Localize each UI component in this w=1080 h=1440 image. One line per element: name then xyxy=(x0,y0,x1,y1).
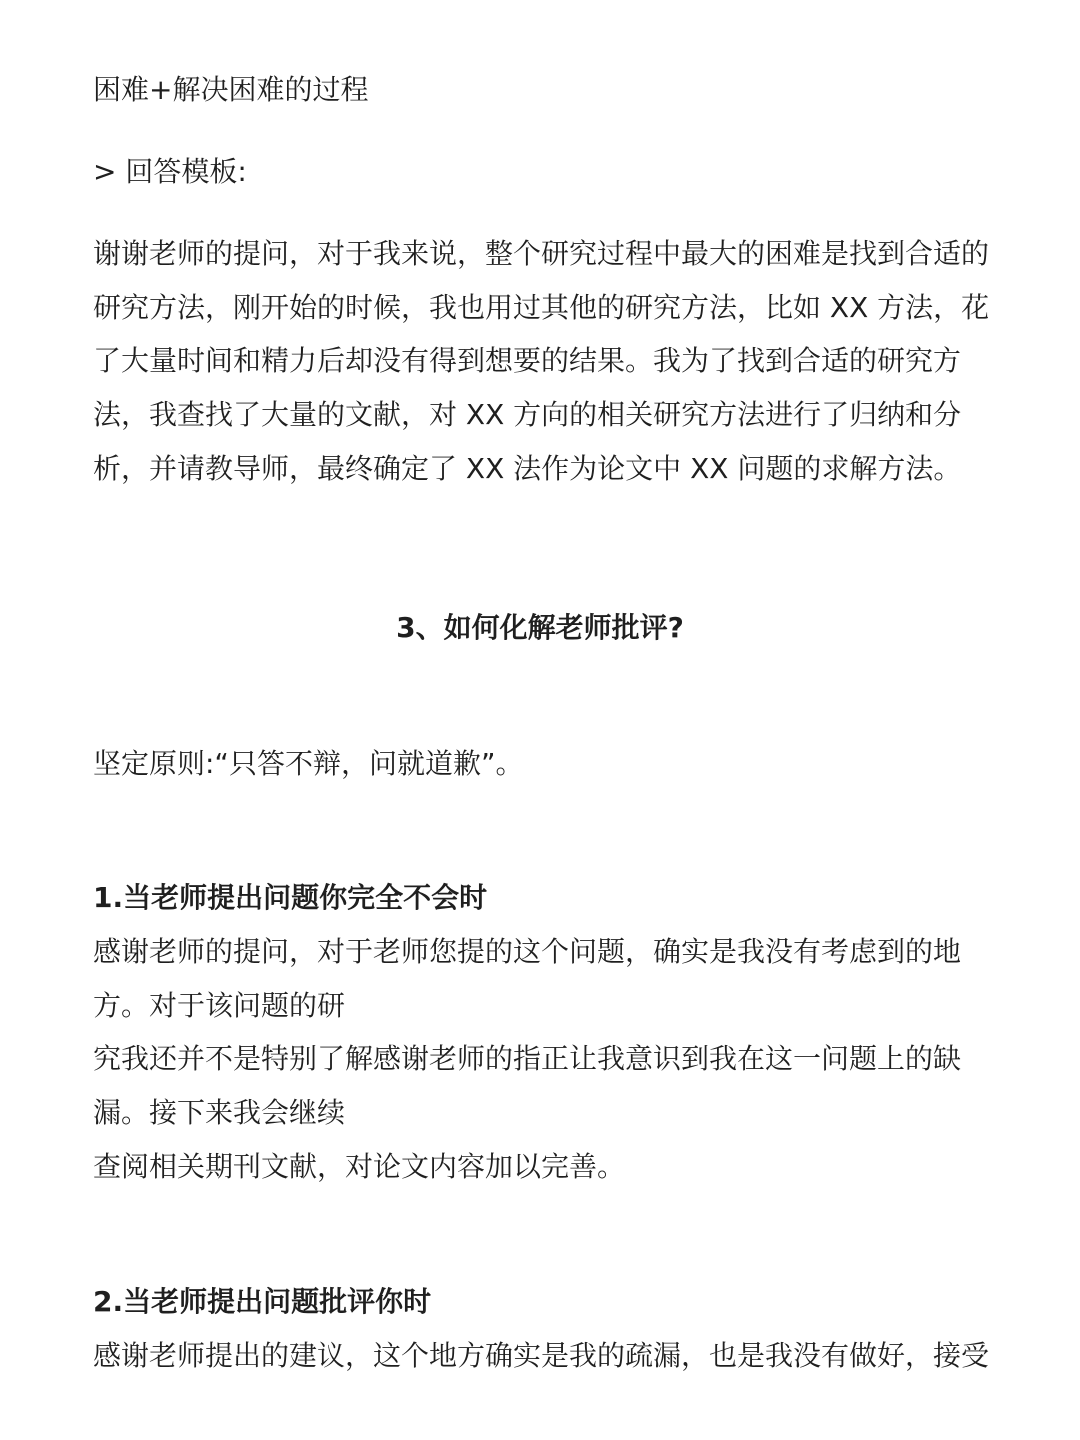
section-title: 3、如何化解老师批评? xyxy=(396,611,684,644)
case-heading: 1.当老师提出问题你完全不会时 xyxy=(93,881,488,914)
case-heading: 2.当老师提出问题批评你时 xyxy=(93,1285,432,1318)
case-line: 漏。接下来我会继续 xyxy=(93,1096,346,1129)
answer-line: 谢谢老师的提问，对于我来说，整个研究过程中最大的困难是找到合适的 xyxy=(93,237,990,270)
case-line: 感谢老师的提问，对于老师您提的这个问题，确实是我没有考虑到的地 xyxy=(93,935,962,968)
principle-line: 坚定原则:“只答不辩，问就道歉”。 xyxy=(93,747,524,780)
topic-line: 困难+解决困难的过程 xyxy=(93,73,369,106)
case-line: 方。对于该问题的研 xyxy=(93,989,346,1022)
answer-line: 析，并请教导师，最终确定了 XX 法作为论文中 XX 问题的求解方法。 xyxy=(93,452,962,485)
case-line: 究我还并不是特别了解感谢老师的指正让我意识到我在这一问题上的缺 xyxy=(93,1042,962,1075)
case-line: 感谢老师提出的建议，这个地方确实是我的疏漏，也是我没有做好，接受 xyxy=(93,1339,990,1372)
answer-line: 研究方法，刚开始的时候，我也用过其他的研究方法，比如 XX 方法，花 xyxy=(93,291,990,324)
answer-line: 法，我查找了大量的文献，对 XX 方向的相关研究方法进行了归纳和分 xyxy=(93,398,962,431)
template-label: > 回答模板: xyxy=(93,155,247,188)
case-line: 查阅相关期刊文献，对论文内容加以完善。 xyxy=(93,1150,626,1183)
answer-line: 了大量时间和精力后却没有得到想要的结果。我为了找到合适的研究方 xyxy=(93,344,962,377)
